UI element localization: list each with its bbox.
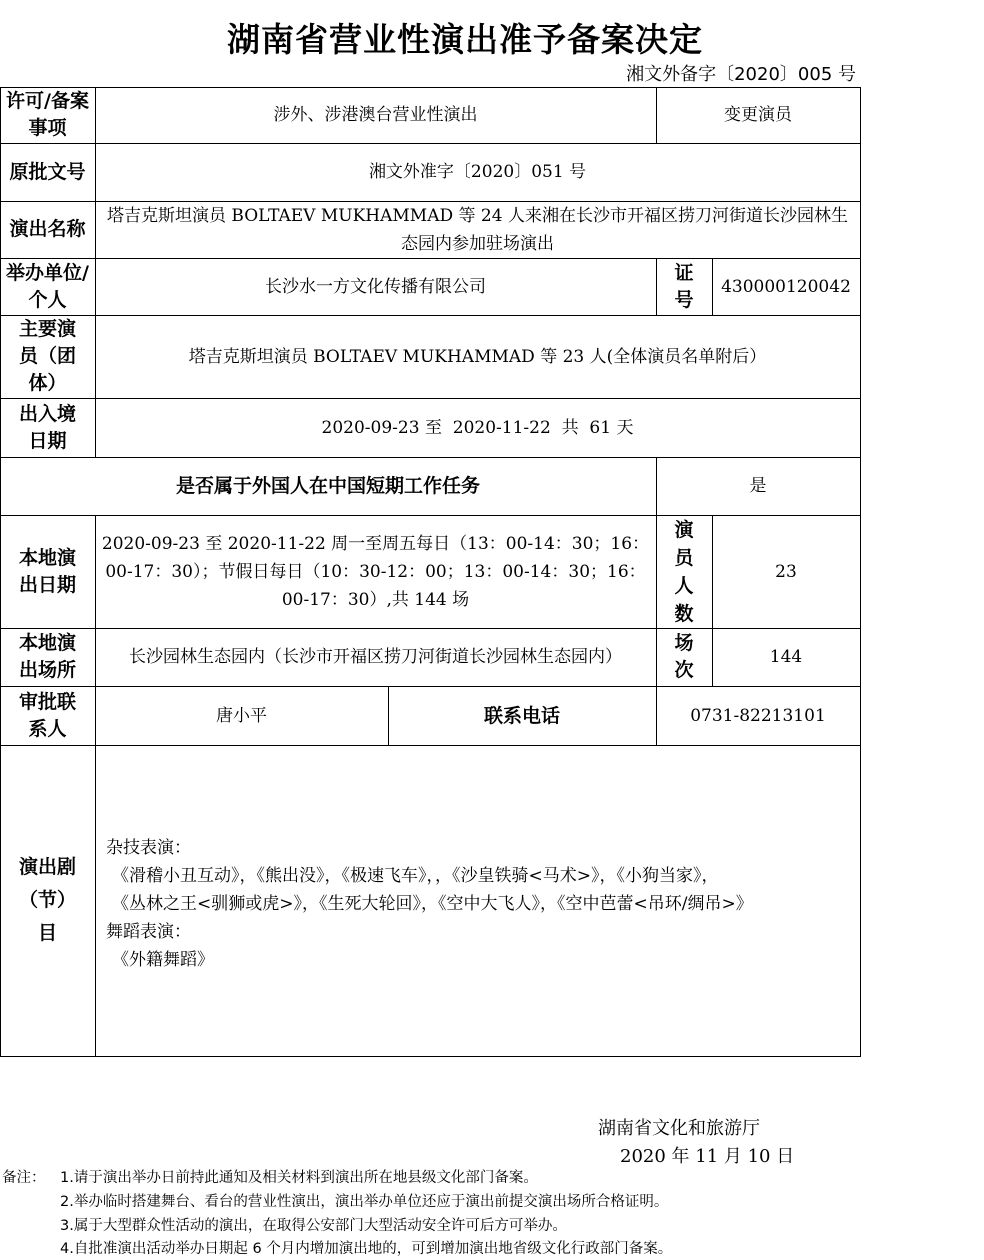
performers-label: 主要演员（团体） xyxy=(18,318,76,394)
license-extra: 变更演员 xyxy=(724,105,792,125)
program-line: 杂技表演： xyxy=(106,838,191,858)
license-label: 许可/备案事项 xyxy=(6,90,89,139)
notes-label: 备注： xyxy=(2,1170,46,1186)
sessions-value: 144 xyxy=(769,647,803,667)
certificate-label: 证号 xyxy=(674,261,694,311)
original-approval-label: 原批文号 xyxy=(9,160,86,183)
show-name-label: 演出名称 xyxy=(9,218,86,240)
issuing-authority: 湖南省文化和旅游厅 xyxy=(598,1118,760,1139)
organizer-value: 长沙水一方文化传播有限公司 xyxy=(265,276,486,297)
note-item: 1.请于演出举办日前持此通知及相关材料到演出所在地县级文化部门备案。 xyxy=(60,1170,538,1186)
show-name-value: 塔吉克斯坦演员 BOLTAEV MUKHAMMAD 等 24 人来湘在长沙市开福区捞刀河街道长沙园林生态园内参加驻场演出 xyxy=(107,205,848,254)
issue-date: 2020 年 11 月 10 日 xyxy=(620,1146,795,1167)
program-line: 《外籍舞蹈》 xyxy=(112,950,214,970)
performer-count-label: 演员人数 xyxy=(674,518,694,625)
license-value: 涉外、涉港澳台营业性演出 xyxy=(273,105,478,125)
document-title: 湖南省营业性演出准予备案决定 xyxy=(227,20,703,59)
program-list xyxy=(106,834,866,974)
entry-exit-value: 2020-09-23 至 2020-11-22 共 61 天 xyxy=(321,417,634,438)
performer-count-value: 23 xyxy=(775,561,797,582)
local-dates-value: 2020-09-23 至 2020-11-22 周一至周五每日（13：00-14：30；16：00-17：30）；节假日每日（10：30-12：00；13：00-14：30；16：00-17：30）,共 144 场 xyxy=(101,533,650,610)
note-item: 4.自批准演出活动举办日期起 6 个月内增加演出地的，可到增加演出地省级文化行政部门备案。 xyxy=(60,1241,673,1257)
program-line: 《滑稽小丑互动》，《熊出没》，《极速飞车》，，《沙皇铁骑<马术>》，《小狗当家》， xyxy=(112,866,719,886)
program-line: 舞蹈表演： xyxy=(106,922,191,942)
original-approval-value: 湘文外准字〔2020〕051 号 xyxy=(368,162,587,182)
short-term-work-label: 是否属于外国人在中国短期工作任务 xyxy=(175,475,480,497)
venue-label: 本地演出场所 xyxy=(18,632,76,681)
contact-name: 唐小平 xyxy=(216,705,267,726)
venue-value: 长沙园林生态园内（长沙市开福区捞刀河街道长沙园林生态园内） xyxy=(129,647,622,667)
contact-label: 审批联系人 xyxy=(18,690,76,740)
local-dates-label: 本地演出日期 xyxy=(18,546,76,596)
program-label: 演出剧（节）目 xyxy=(19,856,77,944)
performers-value: 塔吉克斯坦演员 BOLTAEV MUKHAMMAD 等 23 人(全体演员名单附后） xyxy=(188,346,767,367)
phone-value: 0731-82213101 xyxy=(690,705,826,726)
organizer-label: 举办单位/个人 xyxy=(6,261,89,311)
sessions-label: 场次 xyxy=(674,632,694,681)
note-item: 3.属于大型群众性活动的演出，在取得公安部门大型活动安全许可后方可举办。 xyxy=(60,1218,567,1234)
document-number: 湘文外备字〔2020〕005 号 xyxy=(626,64,856,85)
phone-label: 联系电话 xyxy=(483,704,560,727)
program-line: 《丛林之王<驯狮或虎>》，《生死大轮回》，《空中大飞人》，《空中芭蕾<吊环/绸吊>》 xyxy=(112,894,753,914)
entry-exit-label: 出入境日期 xyxy=(18,402,76,452)
short-term-work-value: 是 xyxy=(749,476,767,496)
certificate-value: 430000120042 xyxy=(721,276,851,297)
note-item: 2.举办临时搭建舞台、看台的营业性演出，演出举办单位还应于演出前提交演出场所合格证明。 xyxy=(60,1194,669,1210)
